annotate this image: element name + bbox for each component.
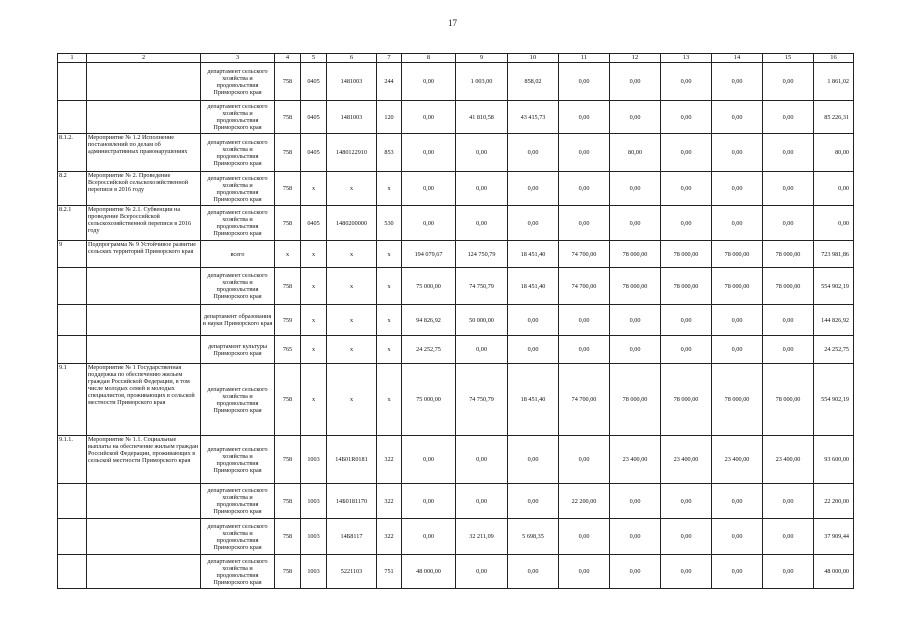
cell-col-7: x <box>377 364 402 436</box>
cell-col-16: 48 000,00 <box>814 555 854 589</box>
header-cell: 6 <box>327 54 377 63</box>
cell-col-14: 0,00 <box>712 206 763 241</box>
cell-col-11: 0,00 <box>559 101 610 134</box>
cell-col-11: 0,00 <box>559 134 610 172</box>
cell-col-9: 74 750,79 <box>456 364 508 436</box>
table-row <box>58 336 854 364</box>
cell-col-14: 0,00 <box>712 519 763 555</box>
cell-col-15: 0,00 <box>763 63 814 101</box>
cell-col-14: 0,00 <box>712 172 763 206</box>
cell-col-4: 758 <box>275 63 301 101</box>
table-row <box>58 555 854 589</box>
cell-col-10: 18 451,40 <box>508 268 559 305</box>
cell-col-5: x <box>301 241 327 268</box>
header-cell: 9 <box>456 54 508 63</box>
cell-col-1: 9.1.1. <box>58 436 87 484</box>
cell-col-9: 0,00 <box>456 484 508 519</box>
cell-col-11: 0,00 <box>559 63 610 101</box>
cell-col-9: 0,00 <box>456 336 508 364</box>
cell-col-12: 0,00 <box>610 519 661 555</box>
cell-col-4: 758 <box>275 172 301 206</box>
cell-col-14: 0,00 <box>712 336 763 364</box>
cell-col-12: 23 400,00 <box>610 436 661 484</box>
cell-col-12: 0,00 <box>610 336 661 364</box>
cell-col-4: x <box>275 241 301 268</box>
cell-col-3: департамент сельского хозяйства и продовольствия Приморского края <box>201 101 275 134</box>
cell-col-8: 0,00 <box>402 206 456 241</box>
cell-col-16: 85 226,31 <box>814 101 854 134</box>
cell-col-3: департамент образования и науки Приморского края <box>201 305 275 336</box>
cell-col-11: 74 700,00 <box>559 268 610 305</box>
cell-col-4: 759 <box>275 305 301 336</box>
cell-col-14: 0,00 <box>712 484 763 519</box>
cell-col-4: 758 <box>275 134 301 172</box>
cell-col-8: 0,00 <box>402 436 456 484</box>
cell-col-16: 144 826,92 <box>814 305 854 336</box>
table-row <box>58 305 854 336</box>
cell-col-6: x <box>327 364 377 436</box>
cell-col-13: 0,00 <box>661 305 712 336</box>
cell-col-16: 554 902,19 <box>814 364 854 436</box>
cell-col-11: 0,00 <box>559 206 610 241</box>
cell-col-14: 0,00 <box>712 305 763 336</box>
cell-col-14: 78 000,00 <box>712 364 763 436</box>
cell-col-15: 78 000,00 <box>763 364 814 436</box>
cell-col-13: 0,00 <box>661 63 712 101</box>
header-cell: 2 <box>87 54 201 63</box>
cell-col-6: x <box>327 268 377 305</box>
cell-col-3: департамент сельского хозяйства и продовольствия Приморского края <box>201 436 275 484</box>
cell-col-5: 0405 <box>301 101 327 134</box>
cell-col-14: 0,00 <box>712 101 763 134</box>
cell-col-16: 723 981,86 <box>814 241 854 268</box>
cell-col-9: 41 810,58 <box>456 101 508 134</box>
cell-col-5: 0405 <box>301 63 327 101</box>
cell-col-3: департамент сельского хозяйства и продовольствия Приморского края <box>201 206 275 241</box>
cell-col-1 <box>58 484 87 519</box>
table-row <box>58 268 854 305</box>
cell-col-4: 758 <box>275 555 301 589</box>
cell-col-5: 1003 <box>301 484 327 519</box>
cell-col-16: 24 252,75 <box>814 336 854 364</box>
cell-col-16: 22 200,00 <box>814 484 854 519</box>
table-row <box>58 241 854 268</box>
table-row <box>58 519 854 555</box>
cell-col-6: x <box>327 336 377 364</box>
cell-col-6: 14Б01R0181 <box>327 436 377 484</box>
cell-col-11: 0,00 <box>559 436 610 484</box>
cell-col-15: 0,00 <box>763 484 814 519</box>
cell-col-14: 78 000,00 <box>712 241 763 268</box>
cell-col-8: 0,00 <box>402 484 456 519</box>
cell-col-4: 758 <box>275 484 301 519</box>
cell-col-7: 751 <box>377 555 402 589</box>
cell-col-8: 0,00 <box>402 63 456 101</box>
cell-col-7: x <box>377 336 402 364</box>
cell-col-7: 322 <box>377 436 402 484</box>
cell-col-1 <box>58 519 87 555</box>
cell-col-2: Мероприятие № 2. Проведение Всероссийской сельскохозяйственной переписи в 2016 году <box>87 172 201 206</box>
cell-col-2: Мероприятие № 1.1. Социальные выплаты на обеспечение жильем граждан Российской Федерации, проживающих в сельской местности Приморского края <box>87 436 201 484</box>
cell-col-6: 14Б0181170 <box>327 484 377 519</box>
cell-col-3: департамент сельского хозяйства и продовольствия Приморского края <box>201 63 275 101</box>
cell-col-2: Мероприятие № 2.1. Субвенции на проведение Всероссийской сельскохозяйственной переписи в 2016 году <box>87 206 201 241</box>
cell-col-9: 32 211,09 <box>456 519 508 555</box>
cell-col-1 <box>58 336 87 364</box>
cell-col-12: 0,00 <box>610 305 661 336</box>
header-cell: 10 <box>508 54 559 63</box>
cell-col-5: 1003 <box>301 555 327 589</box>
cell-col-1 <box>58 555 87 589</box>
cell-col-8: 94 826,92 <box>402 305 456 336</box>
cell-col-15: 0,00 <box>763 206 814 241</box>
cell-col-12: 0,00 <box>610 555 661 589</box>
cell-col-10: 43 415,73 <box>508 101 559 134</box>
cell-col-2 <box>87 555 201 589</box>
header-row <box>58 54 854 63</box>
cell-col-8: 0,00 <box>402 134 456 172</box>
cell-col-2: Подпрограмма № 9 Устойчивое развитие сельских территорий Приморского края <box>87 241 201 268</box>
cell-col-11: 0,00 <box>559 336 610 364</box>
cell-col-8: 0,00 <box>402 519 456 555</box>
cell-col-9: 124 750,79 <box>456 241 508 268</box>
cell-col-7: x <box>377 268 402 305</box>
table-row <box>58 206 854 241</box>
cell-col-5: 1003 <box>301 519 327 555</box>
cell-col-5: 0405 <box>301 206 327 241</box>
cell-col-3: департамент сельского хозяйства и продовольствия Приморского края <box>201 134 275 172</box>
cell-col-12: 78 000,00 <box>610 268 661 305</box>
cell-col-7: x <box>377 241 402 268</box>
page-number: 17 <box>448 18 457 28</box>
cell-col-3: департамент сельского хозяйства и продовольствия Приморского края <box>201 268 275 305</box>
cell-col-5: x <box>301 268 327 305</box>
cell-col-11: 0,00 <box>559 519 610 555</box>
cell-col-8: 0,00 <box>402 101 456 134</box>
cell-col-7: 322 <box>377 519 402 555</box>
cell-col-3: департамент сельского хозяйства и продовольствия Приморского края <box>201 484 275 519</box>
cell-col-14: 23 400,00 <box>712 436 763 484</box>
cell-col-6: x <box>327 172 377 206</box>
cell-col-4: 758 <box>275 436 301 484</box>
header-cell: 4 <box>275 54 301 63</box>
cell-col-13: 0,00 <box>661 555 712 589</box>
cell-col-10: 0,00 <box>508 305 559 336</box>
cell-col-13: 0,00 <box>661 134 712 172</box>
cell-col-6: 1481003 <box>327 101 377 134</box>
cell-col-6: 1481003 <box>327 63 377 101</box>
cell-col-15: 0,00 <box>763 134 814 172</box>
cell-col-13: 0,00 <box>661 206 712 241</box>
cell-col-10: 18 451,40 <box>508 241 559 268</box>
cell-col-2: Мероприятие № 1.2 Исполнение постановлений по делам об административных правонарушениях <box>87 134 201 172</box>
cell-col-15: 0,00 <box>763 555 814 589</box>
cell-col-4: 758 <box>275 101 301 134</box>
cell-col-13: 78 000,00 <box>661 364 712 436</box>
cell-col-9: 1 003,00 <box>456 63 508 101</box>
cell-col-1: 9.1 <box>58 364 87 436</box>
cell-col-16: 0,00 <box>814 172 854 206</box>
cell-col-5: x <box>301 336 327 364</box>
cell-col-16: 554 902,19 <box>814 268 854 305</box>
cell-col-11: 0,00 <box>559 172 610 206</box>
cell-col-15: 0,00 <box>763 519 814 555</box>
cell-col-13: 0,00 <box>661 172 712 206</box>
cell-col-2 <box>87 336 201 364</box>
cell-col-15: 0,00 <box>763 305 814 336</box>
header-cell: 11 <box>559 54 610 63</box>
cell-col-7: 530 <box>377 206 402 241</box>
cell-col-12: 0,00 <box>610 484 661 519</box>
cell-col-13: 78 000,00 <box>661 241 712 268</box>
cell-col-7: 853 <box>377 134 402 172</box>
cell-col-11: 22 200,00 <box>559 484 610 519</box>
cell-col-10: 0,00 <box>508 436 559 484</box>
cell-col-1 <box>58 101 87 134</box>
cell-col-9: 0,00 <box>456 206 508 241</box>
cell-col-6: 14Б8117 <box>327 519 377 555</box>
cell-col-16: 0,00 <box>814 206 854 241</box>
header-cell: 12 <box>610 54 661 63</box>
cell-col-1: 9 <box>58 241 87 268</box>
cell-col-15: 0,00 <box>763 101 814 134</box>
cell-col-11: 0,00 <box>559 555 610 589</box>
cell-col-12: 0,00 <box>610 63 661 101</box>
cell-col-8: 75 000,00 <box>402 364 456 436</box>
cell-col-12: 80,00 <box>610 134 661 172</box>
cell-col-5: x <box>301 172 327 206</box>
cell-col-2 <box>87 519 201 555</box>
cell-col-9: 0,00 <box>456 555 508 589</box>
table-row <box>58 134 854 172</box>
cell-col-6: 5221103 <box>327 555 377 589</box>
cell-col-9: 74 750,79 <box>456 268 508 305</box>
cell-col-10: 858,02 <box>508 63 559 101</box>
cell-col-4: 758 <box>275 206 301 241</box>
table-row <box>58 63 854 101</box>
cell-col-3: департамент сельского хозяйства и продовольствия Приморского края <box>201 519 275 555</box>
cell-col-3: департамент сельского хозяйства и продовольствия Приморского края <box>201 172 275 206</box>
cell-col-1: 8.1.2. <box>58 134 87 172</box>
table-row <box>58 172 854 206</box>
cell-col-7: 322 <box>377 484 402 519</box>
cell-col-10: 0,00 <box>508 206 559 241</box>
cell-col-8: 194 079,67 <box>402 241 456 268</box>
header-cell: 1 <box>58 54 87 63</box>
cell-col-2 <box>87 305 201 336</box>
table-row <box>58 364 854 436</box>
cell-col-15: 78 000,00 <box>763 241 814 268</box>
cell-col-1: 8.2 <box>58 172 87 206</box>
cell-col-2 <box>87 101 201 134</box>
header-cell: 3 <box>201 54 275 63</box>
cell-col-7: x <box>377 305 402 336</box>
table-body <box>58 54 854 589</box>
cell-col-1 <box>58 63 87 101</box>
table-row <box>58 484 854 519</box>
header-cell: 8 <box>402 54 456 63</box>
cell-col-16: 93 600,00 <box>814 436 854 484</box>
cell-col-12: 0,00 <box>610 101 661 134</box>
cell-col-6: x <box>327 305 377 336</box>
cell-col-14: 0,00 <box>712 63 763 101</box>
cell-col-8: 24 252,75 <box>402 336 456 364</box>
cell-col-4: 758 <box>275 364 301 436</box>
cell-col-6: 1480122910 <box>327 134 377 172</box>
header-cell: 5 <box>301 54 327 63</box>
cell-col-10: 0,00 <box>508 134 559 172</box>
cell-col-3: всего <box>201 241 275 268</box>
cell-col-6: x <box>327 241 377 268</box>
header-cell: 14 <box>712 54 763 63</box>
cell-col-10: 0,00 <box>508 484 559 519</box>
cell-col-8: 75 000,00 <box>402 268 456 305</box>
cell-col-2 <box>87 484 201 519</box>
cell-col-1 <box>58 305 87 336</box>
cell-col-9: 50 000,00 <box>456 305 508 336</box>
cell-col-11: 74 700,00 <box>559 364 610 436</box>
cell-col-13: 0,00 <box>661 336 712 364</box>
cell-col-5: 1003 <box>301 436 327 484</box>
cell-col-9: 0,00 <box>456 172 508 206</box>
cell-col-10: 0,00 <box>508 172 559 206</box>
cell-col-7: 120 <box>377 101 402 134</box>
cell-col-9: 0,00 <box>456 134 508 172</box>
cell-col-11: 74 700,00 <box>559 241 610 268</box>
header-cell: 13 <box>661 54 712 63</box>
cell-col-7: x <box>377 172 402 206</box>
cell-col-15: 0,00 <box>763 172 814 206</box>
cell-col-5: 0405 <box>301 134 327 172</box>
cell-col-2 <box>87 63 201 101</box>
cell-col-2: Мероприятие № 1 Государственная поддержка по обеспечению жильем граждан Российской Федерации, в том числе молодых семей и молодых специалистов, проживающих в сельской местности Приморского края <box>87 364 201 436</box>
cell-col-15: 0,00 <box>763 336 814 364</box>
cell-col-12: 0,00 <box>610 172 661 206</box>
cell-col-12: 0,00 <box>610 206 661 241</box>
cell-col-14: 0,00 <box>712 134 763 172</box>
cell-col-7: 244 <box>377 63 402 101</box>
cell-col-13: 0,00 <box>661 101 712 134</box>
cell-col-10: 0,00 <box>508 336 559 364</box>
header-cell: 16 <box>814 54 854 63</box>
cell-col-15: 23 400,00 <box>763 436 814 484</box>
cell-col-13: 23 400,00 <box>661 436 712 484</box>
cell-col-5: x <box>301 364 327 436</box>
cell-col-4: 758 <box>275 519 301 555</box>
cell-col-1 <box>58 268 87 305</box>
budget-table <box>57 53 854 589</box>
cell-col-10: 0,00 <box>508 555 559 589</box>
cell-col-8: 48 000,00 <box>402 555 456 589</box>
table-row <box>58 101 854 134</box>
cell-col-3: департамент сельского хозяйства и продовольствия Приморского края <box>201 555 275 589</box>
cell-col-4: 765 <box>275 336 301 364</box>
header-cell: 7 <box>377 54 402 63</box>
cell-col-13: 0,00 <box>661 519 712 555</box>
cell-col-14: 0,00 <box>712 555 763 589</box>
table-row <box>58 436 854 484</box>
cell-col-10: 18 451,40 <box>508 364 559 436</box>
cell-col-3: департамент культуры Приморского края <box>201 336 275 364</box>
cell-col-8: 0,00 <box>402 172 456 206</box>
cell-col-14: 78 000,00 <box>712 268 763 305</box>
cell-col-10: 5 698,35 <box>508 519 559 555</box>
cell-col-16: 37 909,44 <box>814 519 854 555</box>
cell-col-1: 8.2.1 <box>58 206 87 241</box>
cell-col-12: 78 000,00 <box>610 364 661 436</box>
cell-col-4: 758 <box>275 268 301 305</box>
cell-col-13: 78 000,00 <box>661 268 712 305</box>
cell-col-16: 80,00 <box>814 134 854 172</box>
cell-col-16: 1 861,02 <box>814 63 854 101</box>
cell-col-5: x <box>301 305 327 336</box>
cell-col-3: департамент сельского хозяйства и продовольствия Приморского края <box>201 364 275 436</box>
cell-col-13: 0,00 <box>661 484 712 519</box>
cell-col-15: 78 000,00 <box>763 268 814 305</box>
cell-col-12: 78 000,00 <box>610 241 661 268</box>
cell-col-9: 0,00 <box>456 436 508 484</box>
cell-col-2 <box>87 268 201 305</box>
cell-col-11: 0,00 <box>559 305 610 336</box>
cell-col-6: 1480200000 <box>327 206 377 241</box>
header-cell: 15 <box>763 54 814 63</box>
